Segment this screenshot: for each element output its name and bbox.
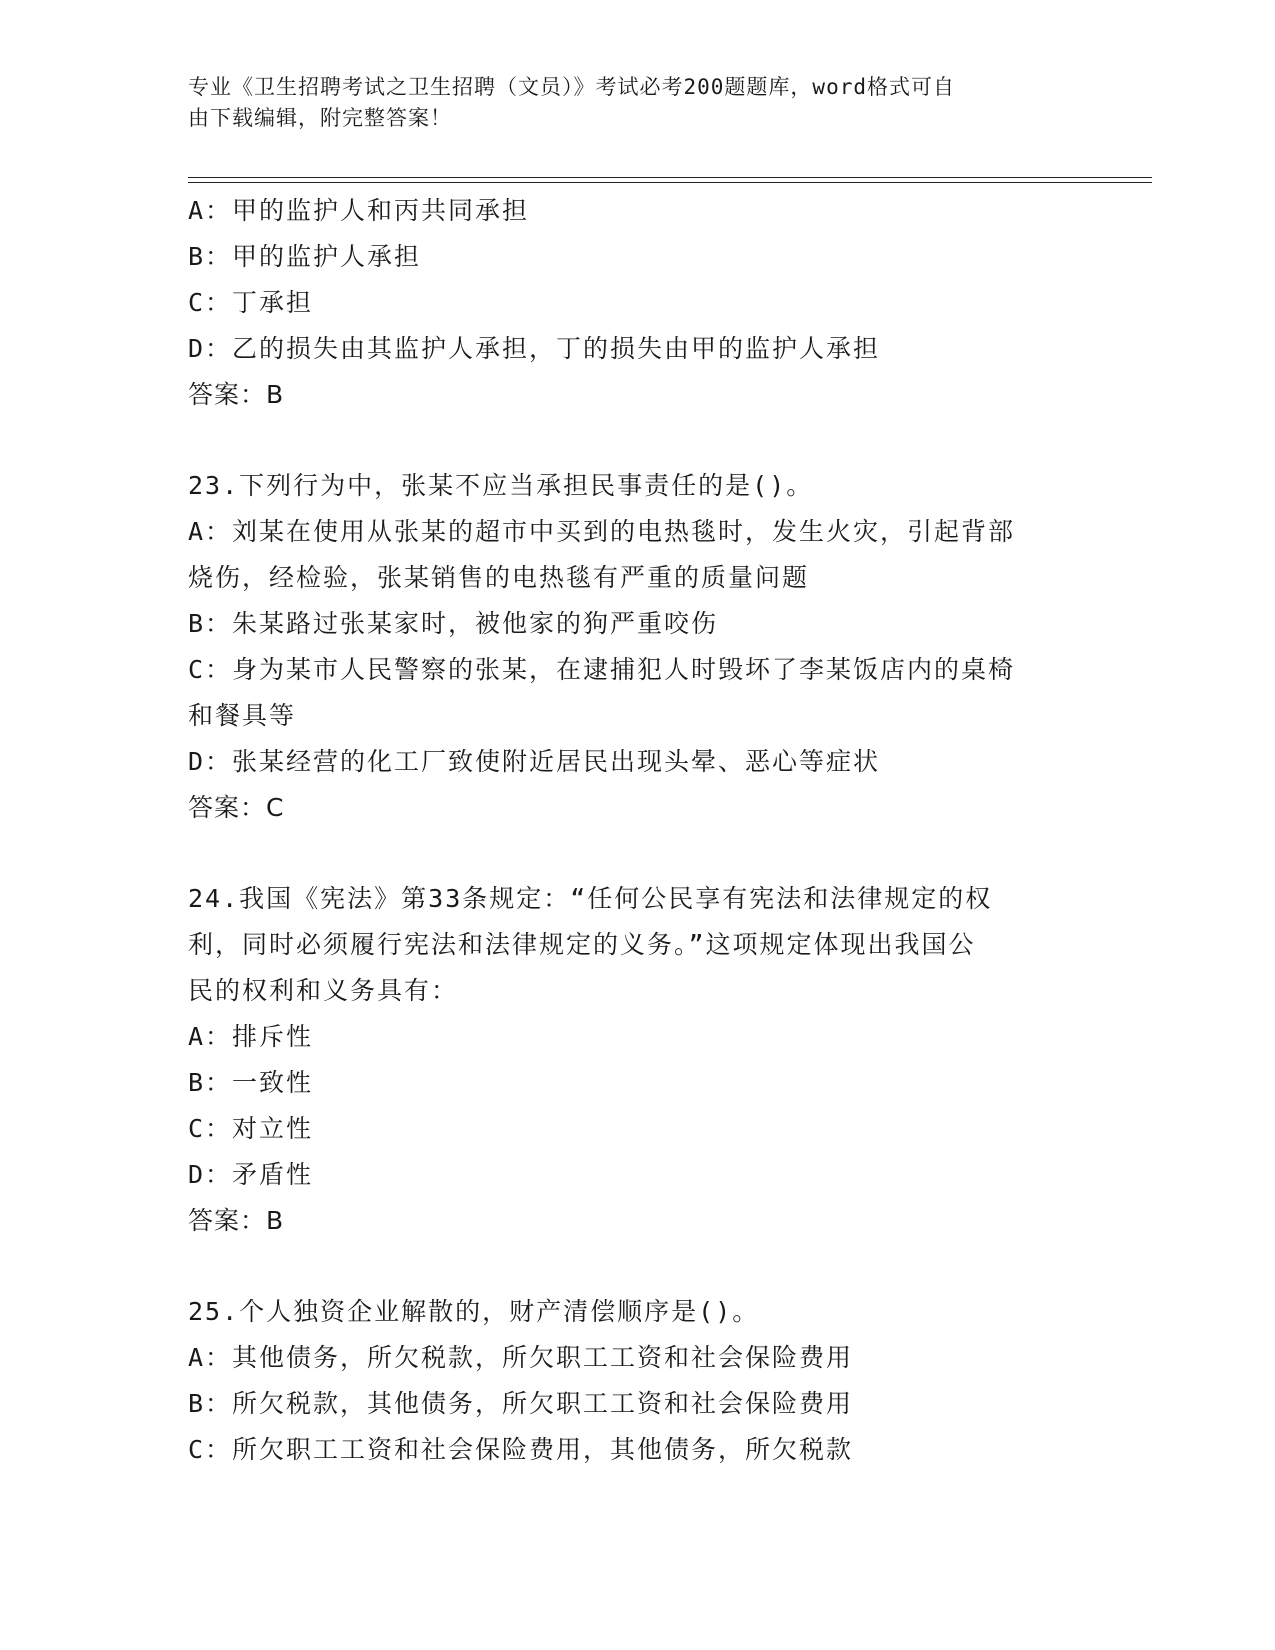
question-text: 24.我国《宪法》第33条规定：“任何公民享有宪法和法律规定的权 [188,884,993,913]
question-block-23 [188,463,1088,831]
option-c: C：丁承担 [188,288,314,317]
option-c: C：对立性 [188,1114,314,1143]
answer-line: 答案：B [188,380,285,409]
header-line-1: 专业《卫生招聘考试之卫生招聘（文员）》考试必考200题题库，word格式可自 [188,75,955,99]
question-text-continued: 利，同时必须履行宪法和法律规定的义务。”这项规定体现出我国公 [188,930,976,959]
question-list [188,188,1088,1473]
question-block-25 [188,1289,1088,1473]
option-a: A：排斥性 [188,1022,314,1051]
answer-line: 答案：B [188,1206,285,1235]
question-block-24 [188,876,1088,1244]
question-text: 25.个人独资企业解散的，财产清偿顺序是()。 [188,1297,760,1326]
option-a: A：刘某在使用从张某的超市中买到的电热毯时，发生火灾，引起背部 [188,517,1016,546]
option-a: A：其他债务，所欠税款，所欠职工工资和社会保险费用 [188,1343,854,1372]
option-d: D：矛盾性 [188,1160,314,1189]
option-b: B：一致性 [188,1068,314,1097]
question-block-22 [188,188,1088,418]
option-a-continued: 烧伤，经检验，张某销售的电热毯有严重的质量问题 [188,563,810,592]
header-divider-bottom [188,182,1152,183]
option-c: C：身为某市人民警察的张某，在逮捕犯人时毁坏了李某饭店内的桌椅 [188,655,1016,684]
option-b: B：所欠税款，其他债务，所欠职工工资和社会保险费用 [188,1389,854,1418]
answer-line: 答案：C [188,793,285,822]
header-line-2: 由下载编辑，附完整答案！ [188,106,452,130]
question-text: 23.下列行为中，张某不应当承担民事责任的是()。 [188,471,814,500]
option-d: D：张某经营的化工厂致使附近居民出现头晕、恶心等症状 [188,747,881,776]
option-c-continued: 和餐具等 [188,701,297,730]
option-b: B：朱某路过张某家时，被他家的狗严重咬伤 [188,609,719,638]
option-b: B：甲的监护人承担 [188,242,422,271]
header-divider-top [188,177,1152,178]
document-header [188,72,1068,134]
option-d: D：乙的损失由其监护人承担，丁的损失由甲的监护人承担 [188,334,881,363]
option-a: A：甲的监护人和丙共同承担 [188,196,530,225]
question-text-continued: 民的权利和义务具有： [188,976,459,1005]
option-c: C：所欠职工工资和社会保险费用，其他债务，所欠税款 [188,1435,854,1464]
